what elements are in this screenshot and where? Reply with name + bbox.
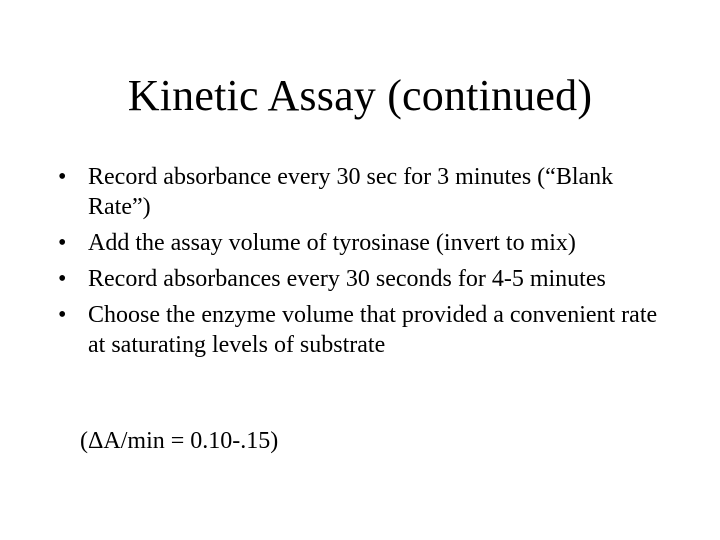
bullet-text: Add the assay volume of tyrosinase (invert to mix)	[88, 230, 576, 256]
bullet-icon: •	[58, 302, 67, 328]
bullet-text: Record absorbances every 30 seconds for 4-5 minutes	[88, 266, 606, 292]
bullet-icon: •	[58, 164, 67, 190]
list-item	[58, 300, 678, 360]
bullet-icon: •	[58, 266, 67, 292]
list-item	[58, 162, 678, 222]
list-item	[58, 264, 678, 294]
bullet-list	[58, 162, 678, 366]
bullet-icon: •	[58, 230, 67, 256]
rate-note: (ΔA/min = 0.10-.15)	[80, 428, 279, 454]
slide-title: Kinetic Assay (continued)	[127, 71, 593, 120]
bullet-text: Choose the enzyme volume that provided a convenient rate at saturating levels of substrate	[88, 302, 658, 358]
bullet-text: Record absorbance every 30 sec for 3 minutes (“Blank Rate”)	[88, 164, 614, 220]
list-item	[58, 228, 678, 258]
